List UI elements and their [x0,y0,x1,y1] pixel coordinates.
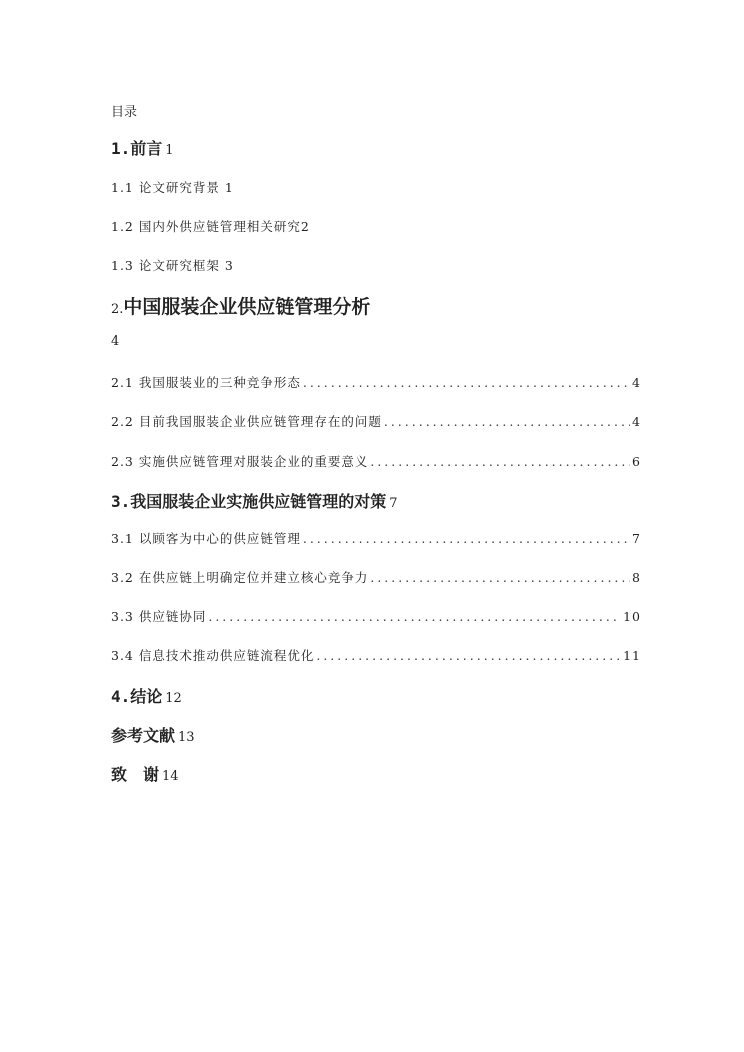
section-title: 结论 [130,687,163,706]
dot-leader [316,648,621,663]
section-number: 2. [111,302,124,317]
toc-references[interactable] [111,723,195,746]
toc-section-2[interactable] [111,292,370,319]
section-page: 12 [165,691,182,706]
toc-entry-2-2[interactable] [111,412,641,430]
toc-section-4[interactable] [111,684,182,707]
toc-entry-1-2[interactable] [111,217,310,235]
toc-entry-3-3[interactable] [111,607,641,625]
section-page: 14 [162,769,179,784]
entry-label: 2.3 实施供应链管理对服装企业的重要意义 [111,454,369,469]
entry-page: 10 [623,609,641,624]
entry-page: 8 [632,570,641,585]
entry-page: 11 [623,648,641,663]
toc-entry-1-1[interactable] [111,178,234,196]
toc-entry-2-3[interactable] [111,452,641,470]
section-page: 1 [165,143,174,158]
entry-label: 2.1 我国服装业的三种竞争形态 [111,375,301,390]
entry-label: 1.1 论文研究背景 [111,180,220,195]
entry-page: 2 [300,219,310,234]
dot-leader [384,414,630,429]
dot-leader [303,531,630,546]
dot-leader [370,454,630,469]
section-page: 7 [389,496,398,511]
toc-section-1[interactable] [111,136,174,159]
entry-page: 1 [224,180,234,195]
entry-label: 1.3 论文研究框架 [111,258,220,273]
section-title: 参考文献 [111,726,176,745]
entry-label: 3.1 以顾客为中心的供应链管理 [111,531,301,546]
toc-section-3[interactable] [111,489,398,512]
section-page: 13 [178,730,195,745]
toc-entry-3-4[interactable] [111,646,641,664]
entry-page: 3 [224,258,234,273]
entry-label: 3.4 信息技术推动供应链流程优化 [111,648,315,663]
entry-label: 3.3 供应链协同 [111,609,207,624]
section-title: 我国服装企业实施供应链管理的对策 [130,492,387,511]
section-title: 前言 [130,139,163,158]
entry-page: 7 [632,531,641,546]
entry-page: 6 [632,454,641,469]
entry-label: 2.2 目前我国服装企业供应链管理存在的问题 [111,414,382,429]
toc-title: 目录 [111,105,138,120]
section-2-page: 4 [111,334,120,349]
section-title: 致 谢 [111,765,160,784]
entry-page: 4 [632,375,641,390]
section-title: 中国服装企业供应链管理分析 [123,296,371,318]
entry-label: 1.2 国内外供应链管理相关研究 [111,219,301,234]
toc-entry-2-1[interactable] [111,373,641,391]
dot-leader [303,375,630,390]
toc-entry-1-3[interactable] [111,256,234,274]
toc-entry-3-2[interactable] [111,568,641,586]
entry-page: 4 [632,414,641,429]
dot-leader [370,570,630,585]
section-number: 1. [111,139,131,158]
entry-label: 3.2 在供应链上明确定位并建立核心竞争力 [111,570,369,585]
section-number: 4. [111,687,131,706]
toc-entry-3-1[interactable] [111,529,641,547]
section-number: 3. [111,492,131,511]
dot-leader [208,609,621,624]
toc-acknowledgements[interactable] [111,762,179,785]
